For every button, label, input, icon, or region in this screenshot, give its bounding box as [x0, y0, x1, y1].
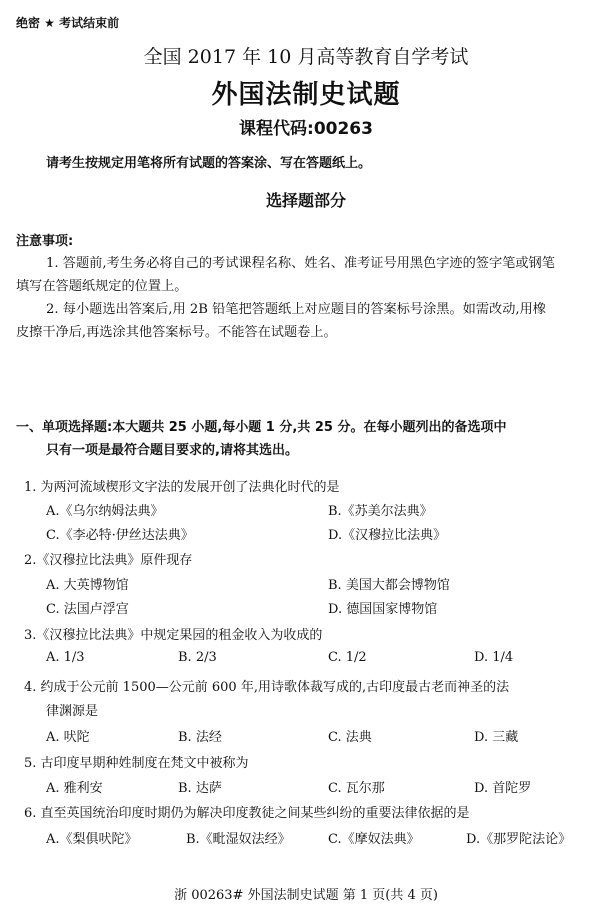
question-stem: 5. 古印度早期种姓制度在梵文中被称为: [24, 756, 249, 771]
option-a: A. 大英博物馆: [46, 578, 129, 593]
option-d: D. 首陀罗: [474, 781, 532, 796]
note-2-line-2: 皮擦干净后,再选涂其他答案标号。不能答在试题卷上。: [16, 325, 337, 340]
question-stem: 2.《汉穆拉比法典》原件现存: [24, 553, 193, 568]
option-d: D. 1/4: [474, 650, 514, 665]
note-1-line-2: 填写在答题纸规定的位置上。: [16, 279, 188, 294]
question-stem: 6. 直至英国统治印度时期仍为解决印度教徒之间某些纠纷的重要法律依据的是: [24, 806, 470, 821]
option-a: A. 1/3: [46, 650, 85, 665]
question-stem: 3.《汉穆拉比法典》中规定果园的租金收入为收成的: [24, 628, 323, 643]
course-code: 课程代码:00263: [239, 119, 373, 139]
notes-heading: 注意事项:: [16, 234, 74, 249]
confidential-label: 绝密 ★ 考试结束前: [16, 16, 120, 30]
question-stem: 4. 约成于公元前 1500—公元前 600 年,用诗歌体裁写成的,古印度最古老而神圣的法: [24, 680, 510, 695]
option-c: C.《李必特·伊丝达法典》: [46, 528, 194, 543]
note-2-line-1: 2. 每小题选出答案后,用 2B 铅笔把答题纸上对应题目的答案标号涂黑。如需改动,用橡: [46, 302, 546, 317]
question-stem-continued: 律渊源是: [46, 704, 99, 719]
option-a: A. 吠陀: [46, 730, 90, 745]
question-stem: 1. 为两河流域楔形文字法的发展开创了法典化时代的是: [24, 480, 340, 495]
page-title: 外国法制史试题: [211, 80, 401, 110]
option-b: B.《毗湿奴法经》: [186, 832, 291, 847]
option-d: D. 三藏: [474, 730, 519, 745]
option-b: B. 法经: [178, 730, 222, 745]
option-c: C. 1/2: [328, 650, 367, 665]
option-d: D.《汉穆拉比法典》: [328, 528, 447, 543]
option-d: D.《那罗陀法论》: [466, 832, 572, 847]
answer-instruction: 请考生按规定用笔将所有试题的答案涂、写在答题纸上。: [46, 156, 372, 171]
option-a: A.《乌尔纳姆法典》: [46, 504, 164, 519]
option-d: D. 德国国家博物馆: [328, 602, 438, 617]
option-c: C. 法国卢浮宫: [46, 602, 129, 617]
part-title: 选择题部分: [265, 191, 346, 210]
option-c: C. 瓦尔那: [328, 781, 385, 796]
option-a: A. 雅利安: [46, 781, 103, 796]
option-b: B. 美国大都会博物馆: [328, 578, 450, 593]
option-c: C. 法典: [328, 730, 372, 745]
option-b: B. 2/3: [178, 650, 217, 665]
option-b: B.《苏美尔法典》: [328, 504, 433, 519]
option-b: B. 达萨: [178, 781, 222, 796]
section-heading-line-2: 只有一项是最符合题目要求的,请将其选出。: [46, 443, 298, 458]
option-c: C.《摩奴法典》: [328, 832, 420, 847]
option-a: A.《梨俱吠陀》: [46, 832, 138, 847]
note-1-line-1: 1. 答题前,考生务必将自己的考试课程名称、姓名、准考证号用黑色字迹的签字笔或钢笔: [46, 256, 555, 271]
page-footer: 浙 00263# 外国法制史试题 第 1 页(共 4 页): [174, 888, 438, 903]
exam-line: 全国 2017 年 10 月高等教育自学考试: [143, 46, 469, 68]
section-heading-line-1: 一、单项选择题:本大题共 25 小题,每小题 1 分,共 25 分。在每小题列出的备选项中: [16, 420, 507, 435]
